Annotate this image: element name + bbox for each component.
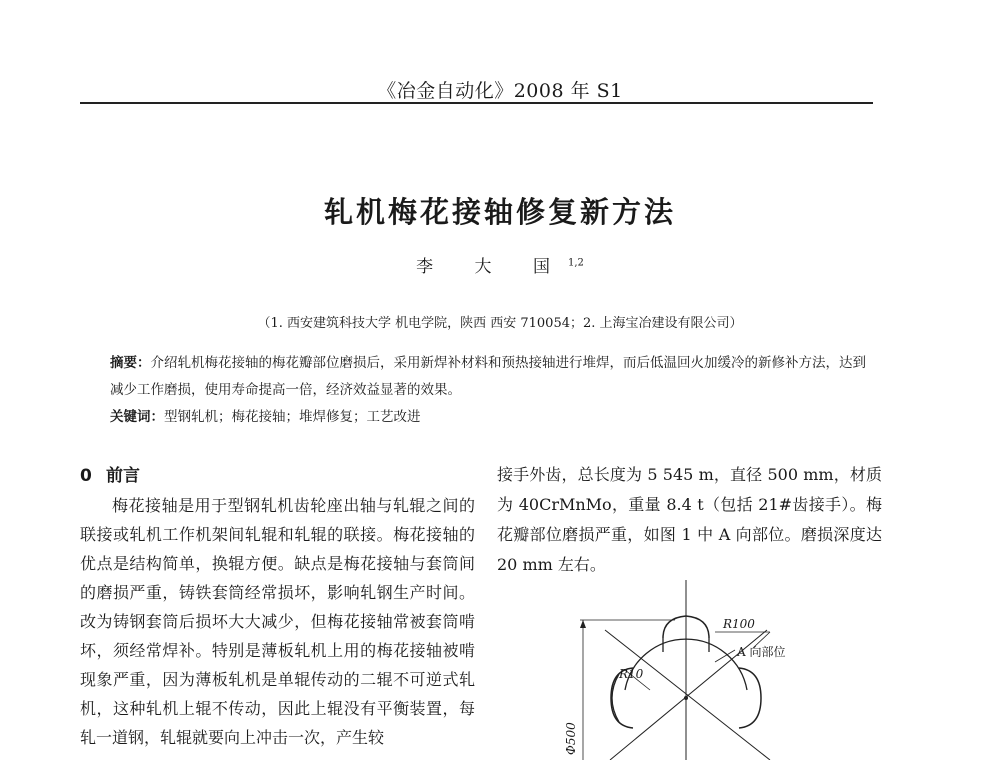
left-column bbox=[80, 462, 475, 752]
section-heading bbox=[80, 462, 475, 491]
dimension-arrow bbox=[580, 620, 586, 628]
author-line bbox=[0, 252, 1000, 277]
abstract-label: 摘要： bbox=[110, 355, 151, 371]
keywords bbox=[110, 404, 870, 431]
abstract-block bbox=[110, 350, 870, 431]
plum-coupling-drawing bbox=[555, 570, 815, 760]
keywords-text: 型钢轧机；梅花接轴；堆焊修复；工艺改进 bbox=[164, 409, 421, 425]
keywords-label: 关键词： bbox=[110, 409, 164, 425]
section-number: 0 bbox=[80, 466, 92, 486]
section-title: 前言 bbox=[106, 466, 140, 486]
label-phi500: Φ500 bbox=[564, 722, 578, 755]
journal-header: 《冶金自动化》2008 年 S1 bbox=[377, 80, 623, 102]
right-lobe bbox=[739, 668, 761, 728]
abstract-text: 介绍轧机梅花接轴的梅花瓣部位磨损后，采用新焊补材料和预热接轴进行堆焊，而后低温回火加缓冷的新修补方法，达到减少工作磨损，使用寿命提高一倍，经济效益显著的效果。 bbox=[110, 355, 866, 398]
affiliation: （1. 西安建筑科技大学 机电学院，陕西 西安 710054；2. 上海宝冶建设有限公司） bbox=[257, 316, 743, 331]
figure-1 bbox=[555, 570, 815, 760]
center-mark bbox=[684, 696, 688, 700]
right-paragraph: 接手外齿，总长度为 5 545 m，直径 500 mm，材质为 40CrMnMo，重量 8.4 t（包括 21#齿接手）。梅花瓣部位磨损严重，如图 1 中 A 向部位。磨损深度达 20 mm 左右。 bbox=[497, 465, 882, 574]
author-superscript: 1,2 bbox=[567, 257, 584, 269]
article-title: 轧机梅花接轴修复新方法 bbox=[323, 195, 676, 229]
label-r100: R100 bbox=[723, 617, 755, 631]
intro-paragraph: 梅花接轴是用于型钢轧机齿轮座出轴与轧辊之间的联接或轧机工作机架间轧辊和轧辊的联接。梅花接轴的优点是结构简单，换辊方便。缺点是梅花接轴与套筒间的磨损严重，铸铁套筒经常损坏，影响轧钢生产时间。改为铸钢套筒后损坏大大减少，但梅花接轴常被套筒啃坏，须经常焊补。特别是薄板轧机上用的梅花接轴被啃现象严重，因为薄板轧机是单辊传动的二辊不可逆式轧机，这种轧机上辊不传动，因此上辊没有平衡装置，每轧一道钢，轧辊就要向上冲击一次，产生较 bbox=[80, 496, 475, 747]
header-rule bbox=[80, 102, 873, 104]
abstract bbox=[110, 350, 870, 404]
label-r10: R10 bbox=[619, 667, 644, 681]
label-a-dir: A 向部位 bbox=[737, 645, 786, 659]
right-column bbox=[497, 460, 882, 580]
author-name: 李 大 国 bbox=[416, 257, 568, 277]
